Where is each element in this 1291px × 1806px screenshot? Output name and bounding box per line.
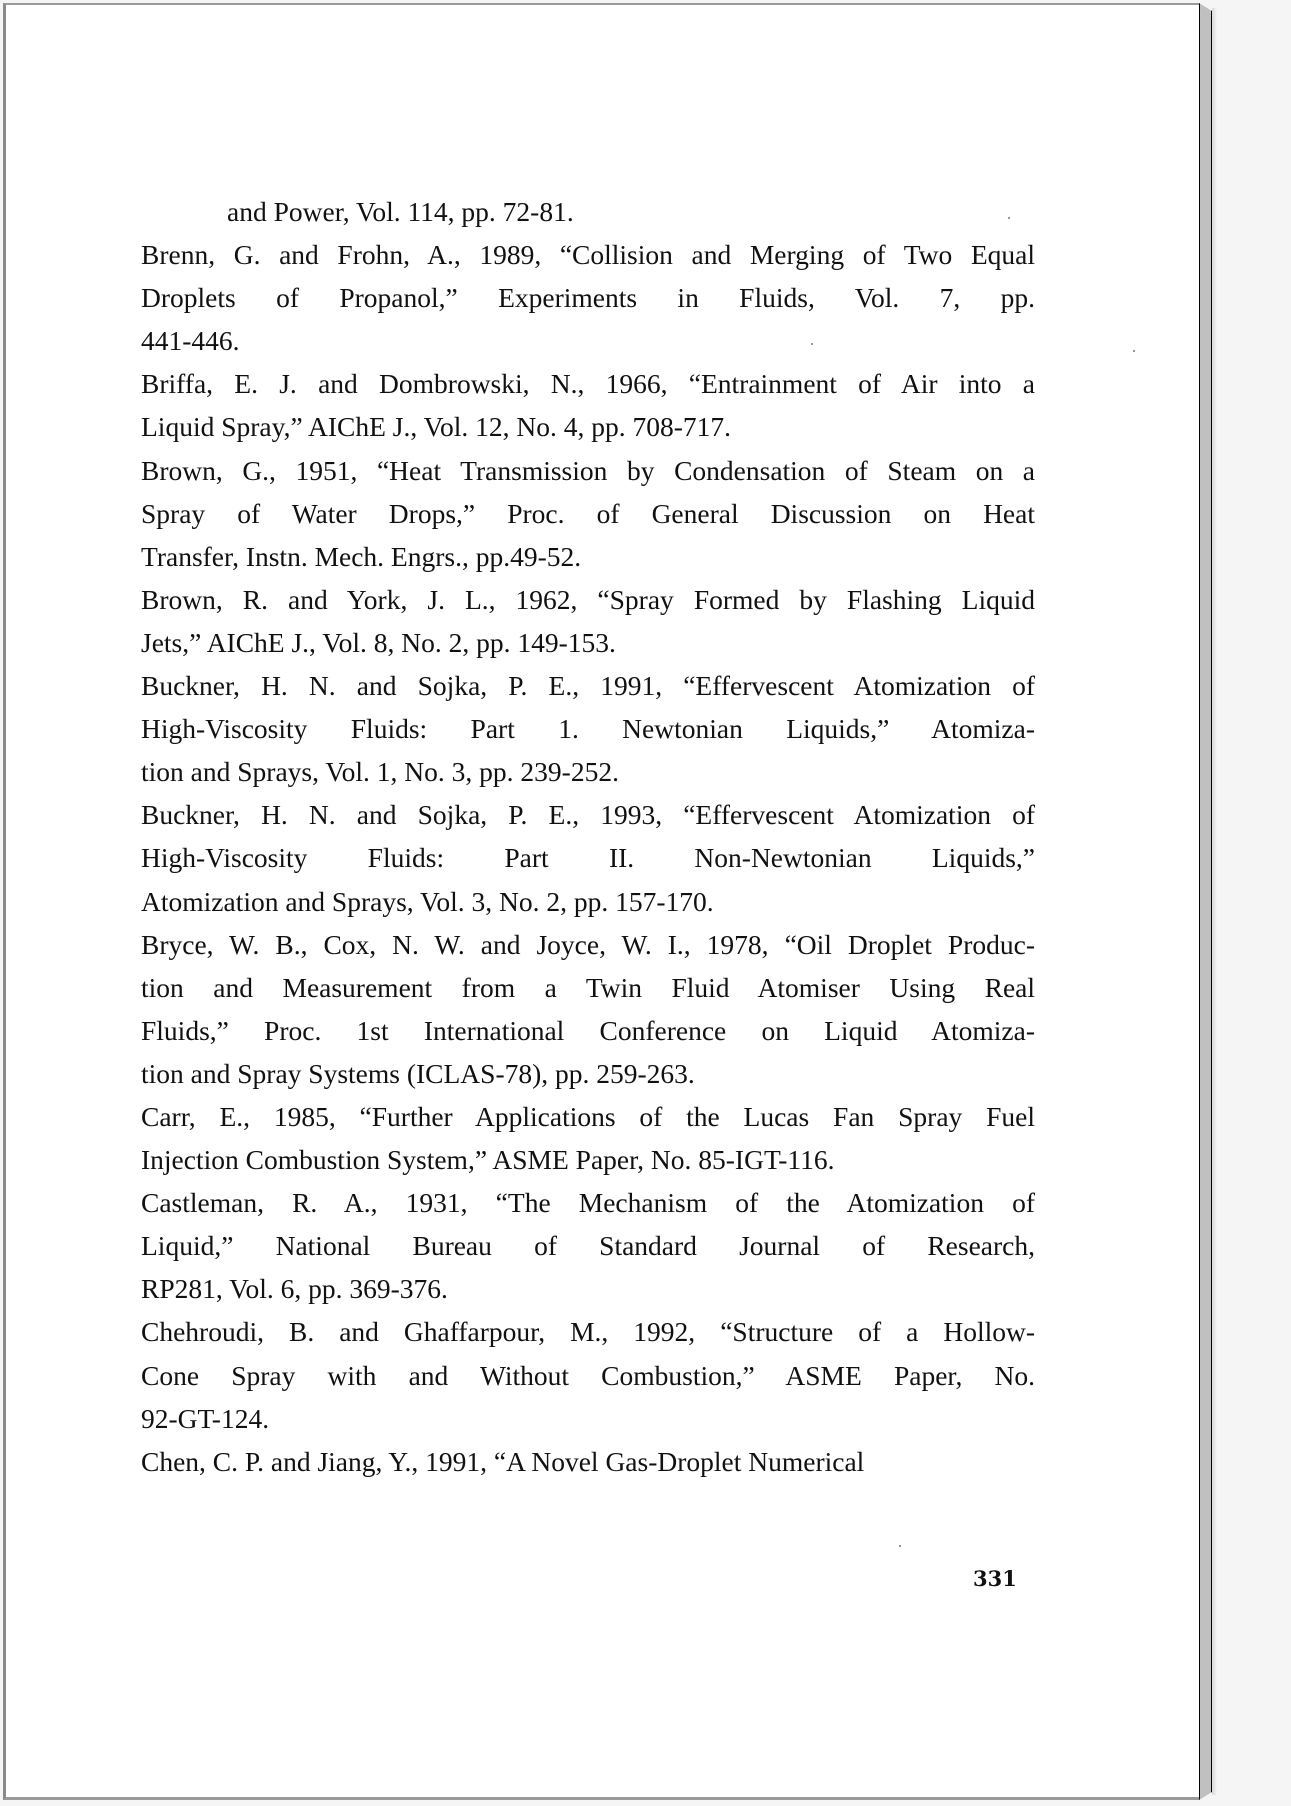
reference-line: Bryce, W. B., Cox, N. W. and Joyce, W. I., 1978, “Oil Droplet Produc- bbox=[141, 928, 1035, 960]
scan-speck bbox=[1008, 217, 1010, 219]
reference-list bbox=[141, 190, 1035, 1483]
reference-line: Brown, R. and York, J. L., 1962, “Spray Formed by Flashing Liquid bbox=[141, 583, 1035, 615]
reference-line: Carr, E., 1985, “Further Applications of the Lucas Fan Spray Fuel bbox=[141, 1100, 1035, 1132]
reference-entry bbox=[141, 362, 1035, 448]
reference-entry bbox=[141, 793, 1035, 922]
reference-continuation bbox=[141, 190, 1035, 233]
reference-entry bbox=[141, 1310, 1035, 1439]
reference-line: 92-GT-124. bbox=[141, 1402, 270, 1434]
reference-line: Buckner, H. N. and Sojka, P. E., 1991, “Effervescent Atomization of bbox=[141, 670, 1035, 702]
reference-line: Spray of Water Drops,” Proc. of General Discussion on Heat bbox=[141, 497, 1035, 529]
reference-line: Transfer, Instn. Mech. Engrs., pp.49-52. bbox=[141, 540, 582, 572]
reference-line: tion and Spray Systems (ICLAS-78), pp. 259-263. bbox=[141, 1057, 695, 1089]
reference-entry bbox=[141, 233, 1035, 362]
reference-line: Injection Combustion System,” ASME Paper, No. 85-IGT-116. bbox=[141, 1144, 835, 1176]
reference-line: Chehroudi, B. and Ghaffarpour, M., 1992, “Structure of a Hollow- bbox=[141, 1316, 1035, 1348]
scan-speck bbox=[811, 343, 813, 345]
reference-line: Liquid Spray,” AIChE J., Vol. 12, No. 4, pp. 708-717. bbox=[141, 411, 731, 443]
scan-speck bbox=[1133, 350, 1135, 352]
reference-line: High-Viscosity Fluids: Part 1. Newtonian Liquids,” Atomiza- bbox=[141, 713, 1035, 745]
reference-line: Chen, C. P. and Jiang, Y., 1991, “A Novel Gas-Droplet Numerical bbox=[141, 1445, 865, 1477]
reference-line: 441-446. bbox=[141, 325, 240, 357]
reference-line: High-Viscosity Fluids: Part II. Non-Newtonian Liquids,” bbox=[141, 842, 1035, 874]
reference-entry bbox=[141, 664, 1035, 793]
reference-line: Castleman, R. A., 1931, “The Mechanism of the Atomization of bbox=[141, 1187, 1035, 1219]
reference-line: Brenn, G. and Frohn, A., 1989, “Collision and Merging of Two Equal bbox=[141, 239, 1035, 271]
page-edge bbox=[1199, 3, 1212, 1800]
reference-line: Cone Spray with and Without Combustion,” ASME Paper, No. bbox=[141, 1359, 1035, 1391]
reference-line: Atomization and Sprays, Vol. 3, No. 2, pp. 157-170. bbox=[141, 885, 714, 917]
reference-line: Buckner, H. N. and Sojka, P. E., 1993, “Effervescent Atomization of bbox=[141, 799, 1035, 831]
reference-entry bbox=[141, 578, 1035, 664]
reference-line: tion and Measurement from a Twin Fluid Atomiser Using Real bbox=[141, 971, 1035, 1003]
reference-entry bbox=[141, 1095, 1035, 1181]
reference-entry bbox=[141, 1181, 1035, 1310]
reference-line: Brown, G., 1951, “Heat Transmission by Condensation of Steam on a bbox=[141, 454, 1035, 486]
reference-line: and Power, Vol. 114, pp. 72-81. bbox=[227, 196, 574, 227]
reference-line: Liquid,” National Bureau of Standard Journal of Research, bbox=[141, 1230, 1035, 1262]
reference-line: Droplets of Propanol,” Experiments in Fluids, Vol. 7, pp. bbox=[141, 282, 1035, 314]
reference-line: Fluids,” Proc. 1st International Conference on Liquid Atomiza- bbox=[141, 1014, 1035, 1046]
reference-entry bbox=[141, 923, 1035, 1095]
scan-speck bbox=[899, 1545, 901, 1547]
page-shadow bbox=[1212, 8, 1217, 1795]
reference-line: Briffa, E. J. and Dombrowski, N., 1966, “Entrainment of Air into a bbox=[141, 368, 1035, 400]
reference-line: tion and Sprays, Vol. 1, No. 3, pp. 239-252. bbox=[141, 756, 619, 788]
page-number: 331 bbox=[973, 1566, 1017, 1591]
reference-entry bbox=[141, 449, 1035, 578]
reference-entry bbox=[141, 1440, 1035, 1483]
reference-line: Jets,” AIChE J., Vol. 8, No. 2, pp. 149-153. bbox=[141, 626, 616, 658]
reference-line: RP281, Vol. 6, pp. 369-376. bbox=[141, 1273, 448, 1305]
